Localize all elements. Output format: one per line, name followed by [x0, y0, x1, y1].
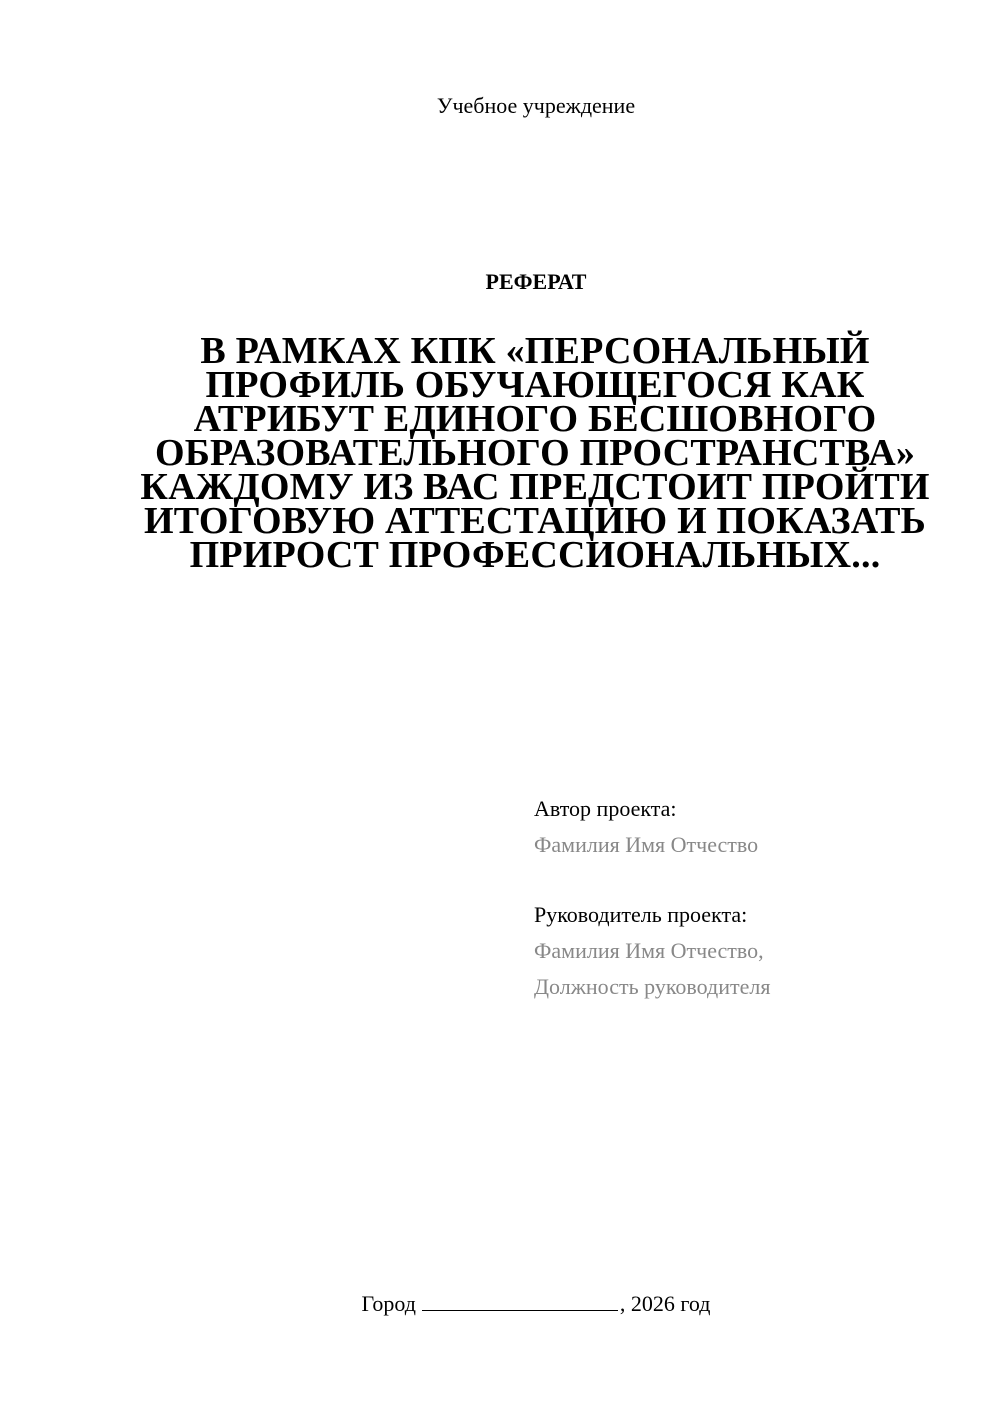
city-year-line — [0, 1290, 1000, 1318]
institution-name: Учебное учреждение — [436, 93, 636, 118]
credits-block — [534, 791, 954, 1005]
author-label: Автор проекта: — [534, 796, 677, 821]
city-blank-line — [422, 1292, 618, 1311]
credits-spacer — [534, 863, 954, 897]
supervisor-name: Фамилия Имя Отчество, — [534, 938, 764, 963]
supervisor-label: Руководитель проекта: — [534, 902, 748, 927]
author-name: Фамилия Имя Отчество — [534, 832, 759, 857]
year-text: , 2026 год — [619, 1291, 711, 1316]
document-type: РЕФЕРАТ — [485, 269, 587, 294]
supervisor-position: Должность руководителя — [534, 974, 771, 999]
city-label: Город — [361, 1291, 416, 1316]
document-title: В РАМКАХ КПК «ПЕРСОНАЛЬНЫЙ ПРОФИЛЬ ОБУЧАЮЩЕГОСЯ КАК АТРИБУТ ЕДИНОГО БЕСШОВНОГО ОБРАЗОВАТЕЛЬНОГО ПРОСТРАНСТВА» КАЖДОМУ ИЗ ВАС ПРЕДСТОИТ ПРОЙТИ ИТОГОВУЮ АТТЕСТАЦИЮ И ПОКАЗАТЬ ПРИРОСТ ПРОФЕССИОНАЛЬНЫХ... — [140, 330, 930, 576]
